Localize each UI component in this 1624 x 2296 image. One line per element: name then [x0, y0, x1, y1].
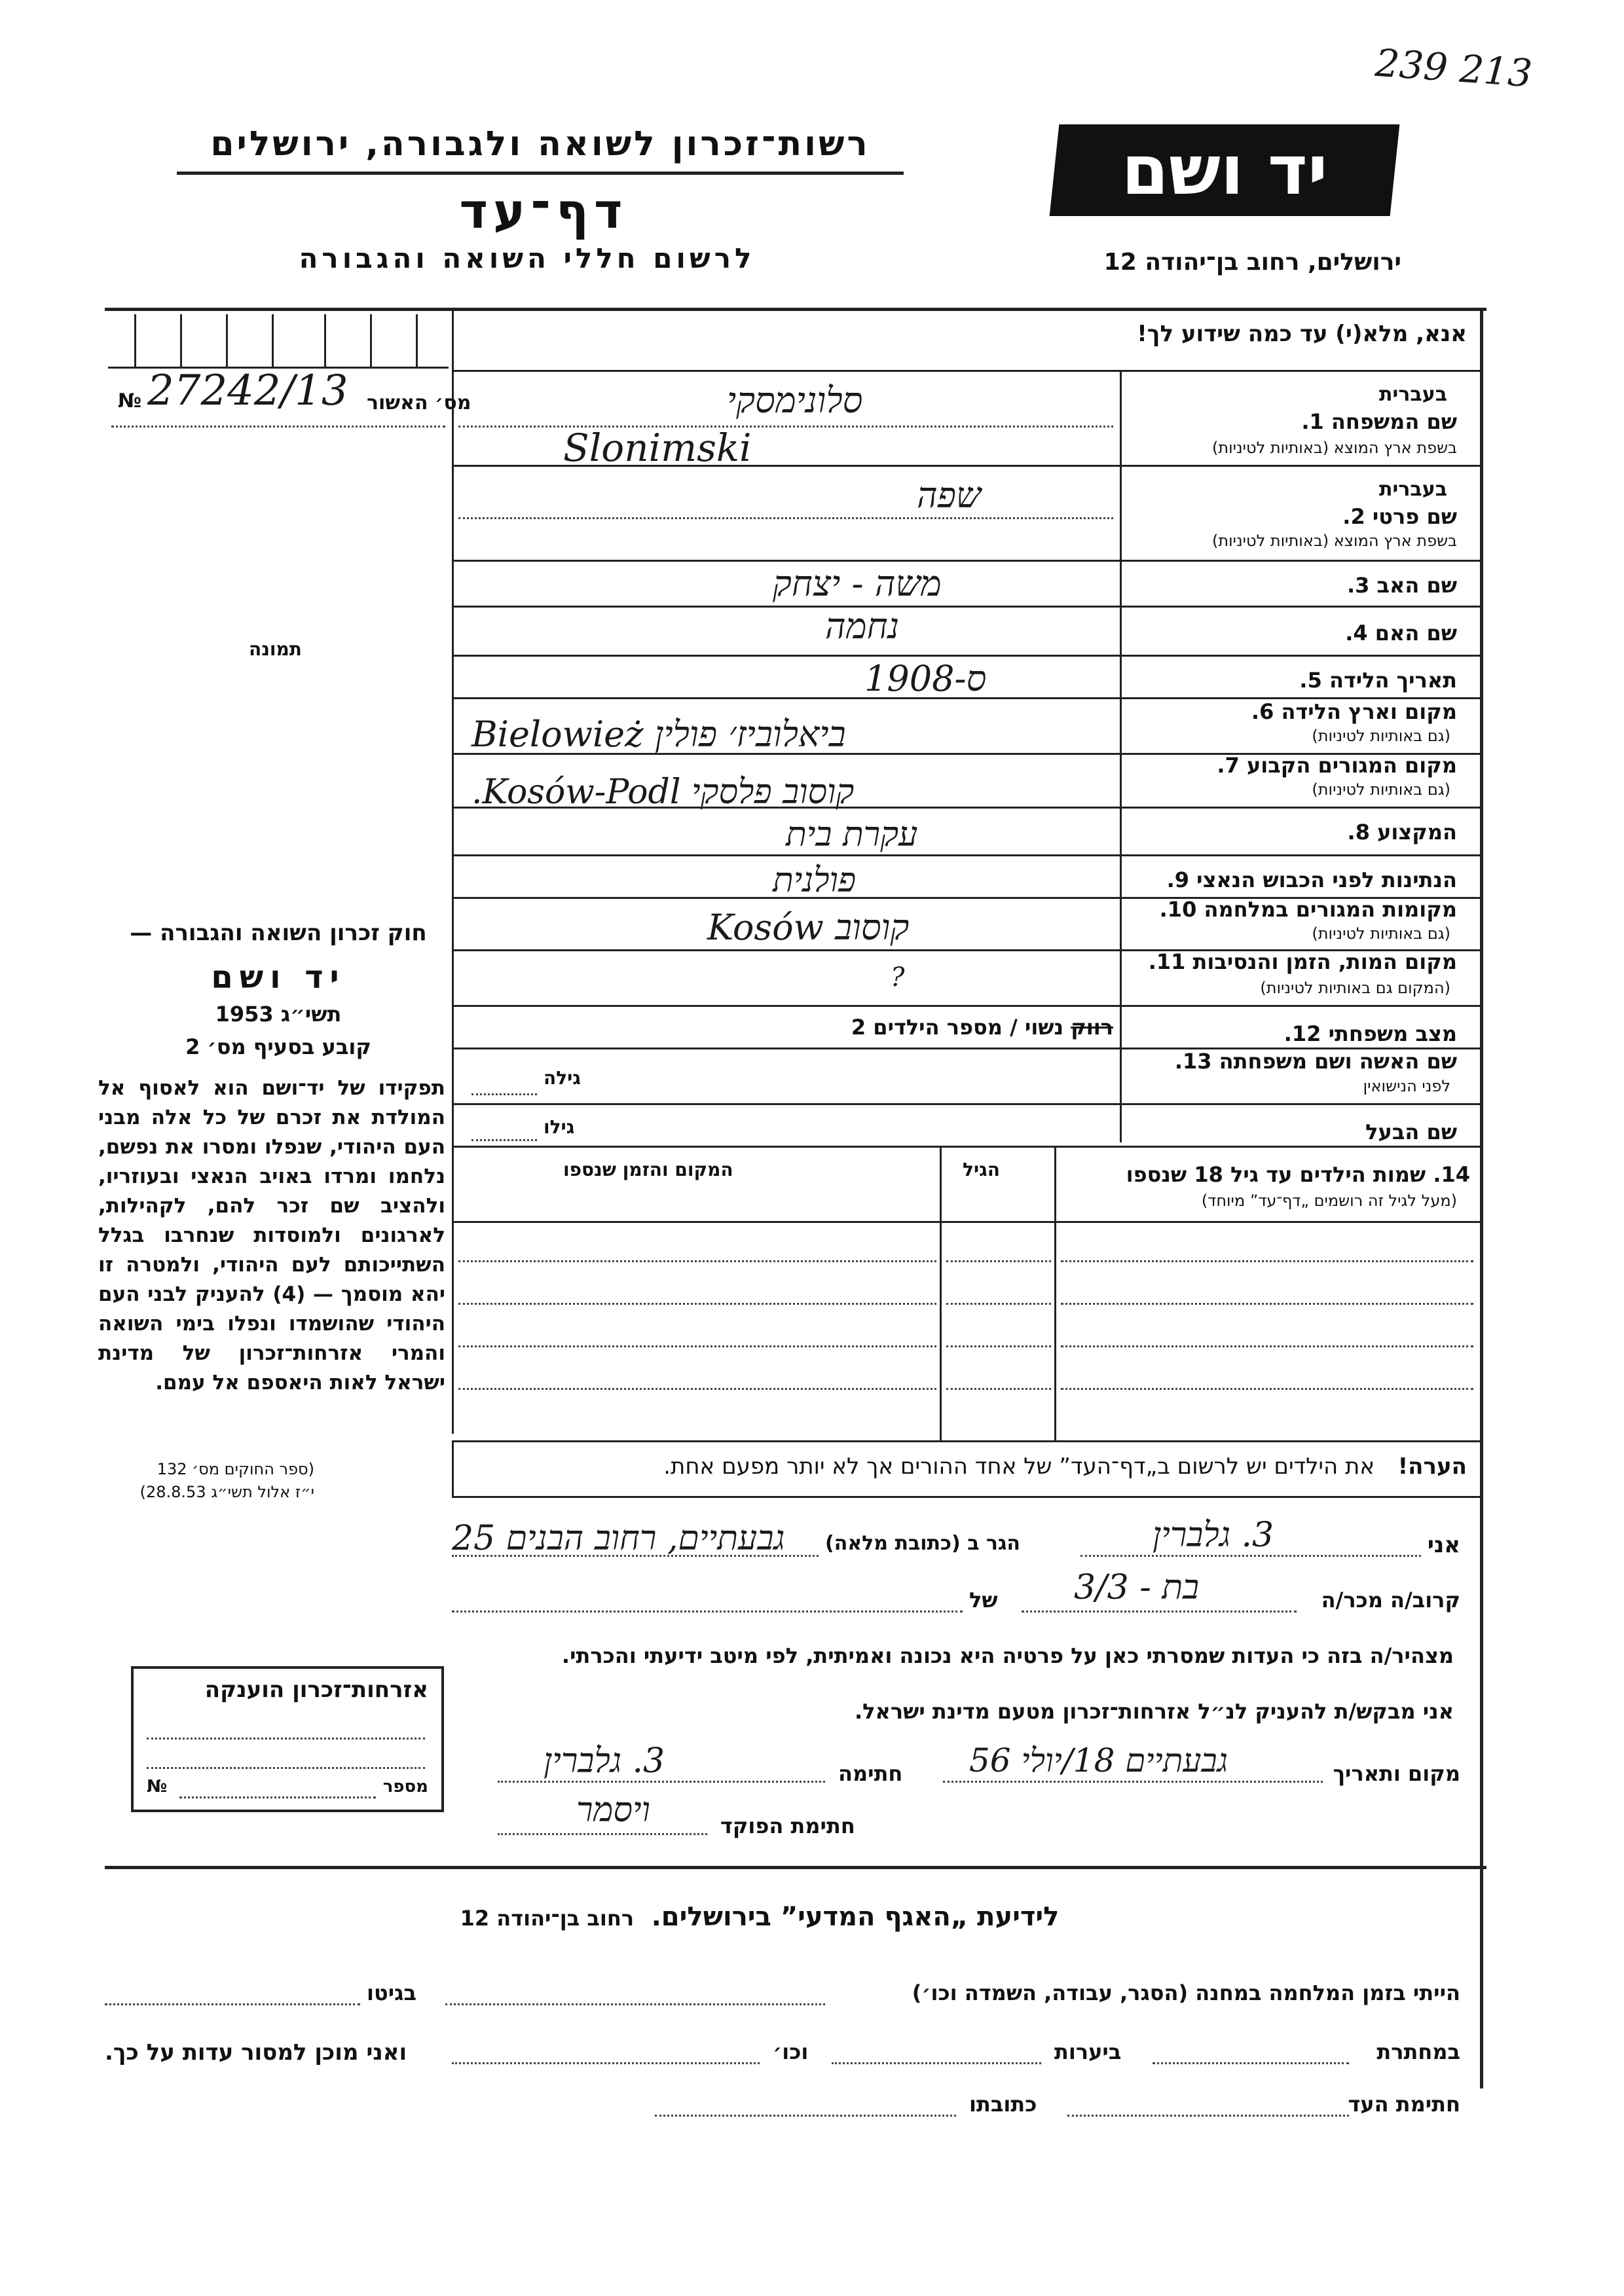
- field-6-value: ביאלוביז׳ פולין Bielowież: [471, 714, 846, 755]
- field-13-sub: לפני הנישואין: [1363, 1077, 1450, 1095]
- decl-i-label: אני: [1427, 1532, 1460, 1558]
- decl-place-date-value: גבעתיים 18/יולי 56: [969, 1741, 1228, 1779]
- field-3-value: משה - יצחק: [773, 563, 942, 604]
- header-title: דף־עד: [459, 183, 628, 240]
- archive-number: 239 213: [1373, 40, 1534, 96]
- approval-value: 27242/13: [147, 367, 348, 415]
- field-12-struck: רווק: [1071, 1015, 1113, 1040]
- field-10-sub: (גם באותיות לטיניות): [1312, 924, 1450, 943]
- bottom-line2b: ביערות: [1054, 2039, 1122, 2064]
- husband-label: שם הבעל: [1365, 1120, 1457, 1144]
- field-1-heb-tag: בעברית: [1379, 383, 1447, 406]
- field-5-label: תאריך הלידה 5.: [1299, 668, 1457, 693]
- logo-text: יד ושם: [1121, 130, 1328, 210]
- certificate-num-label: מספר: [382, 1777, 428, 1796]
- field-7-value: קוסוב פלסקי Kosów-Podl.: [471, 773, 855, 812]
- header-subtitle: לרשום חללי השואה והגבורה: [299, 242, 756, 274]
- field-6-label: מקום וארץ הלידה 6.: [1251, 699, 1457, 724]
- field-3-label: שם האב 3.: [1346, 573, 1457, 598]
- field-12-value: [668, 1015, 1113, 1040]
- field-11-label: מקום המות, הזמן והנסיבות 11.: [1148, 949, 1457, 974]
- field-2-sub: בשפת ארץ המוצא (באותיות לטיניות): [1212, 532, 1457, 550]
- note-label: הערה!: [1397, 1453, 1467, 1480]
- field-8-value: עקרת בית: [786, 815, 918, 854]
- field-5-value: 1908-ס: [864, 658, 987, 699]
- field-1-value-lat: Slonimski: [563, 426, 752, 470]
- field-11-sub: (המקום גם באותיות לטיניות): [1260, 979, 1450, 997]
- field-4-value: נחמה: [825, 606, 900, 647]
- field-10-value: קוסוב Kosów: [707, 907, 910, 948]
- certificate-num-sym: №: [147, 1777, 168, 1796]
- law-title: חוק זכרון השואה והגבורה —: [130, 920, 427, 946]
- field-9-label: הנתינות לפני הכבוש הנאצי 9.: [1166, 867, 1457, 892]
- field-2-value-heb: שפה: [917, 475, 982, 516]
- approval-label: מס׳ האשור: [367, 392, 471, 414]
- intro-text: אנא, מלא(י) עד כמה שידוע לך!: [1137, 321, 1467, 347]
- bottom-title-row: [327, 1902, 1192, 1932]
- field-1-value-heb: סלונימסקי: [727, 380, 863, 421]
- field-7-label: מקום המגורים הקבוע 7.: [1217, 753, 1457, 778]
- field-1-label: שם המשפחה 1.: [1301, 409, 1457, 434]
- field-11-value: ?: [891, 962, 905, 993]
- field-2-label: שם פרטי 2.: [1342, 504, 1457, 529]
- decl-signature-label: חתימה: [838, 1761, 903, 1786]
- law-text: תפקידו של יד־ושם הוא לאסוף אל המולדת את זכרם של כל אלה מבני העם היהודי, שנפלו ומסרו את נפשם, נלחמו ומרדו באויב הנאצי ובעוזריו, ולהציב שם זכר להם, לקהילות, לארגונים ולמוסדות שנחרבו בגלל השתייכותם לעם היהודי, ולמטרה זו יהא מוסמך — (4) להעניק לבני העם היהודי שהושמדו ונפלו בימי השואה והמרי אזרחות־זכרון של מדינת ישראל לאות היאספם אל עמם.: [98, 1076, 445, 1394]
- field-13-age-label: גילה: [544, 1067, 581, 1089]
- bottom-line2d: ואני מוכן למסור עדות על כך.: [105, 2039, 407, 2066]
- approval-boxes: [108, 314, 449, 369]
- decl-signature-value: 3. גלברין: [544, 1741, 665, 1781]
- bottom-title: לידיעת „האגף המדעי” בירושלים.: [651, 1902, 1060, 1932]
- decl-request: אני מבקש/ת להעניק לנ״ל אזרחות־זכרון מטעם מדינת ישראל.: [855, 1699, 1454, 1724]
- decl-i-value: 3. גלברין: [1153, 1516, 1274, 1555]
- field-8-label: המקצוע 8.: [1347, 820, 1457, 845]
- decl-of-label: של: [969, 1588, 998, 1613]
- certificate-title: אזרחות־זכרון הוענקה: [204, 1677, 428, 1703]
- field-9-value: פולנית: [773, 861, 857, 900]
- children-label: 14. שמות הילדים עד גיל 18 שנספו: [1126, 1162, 1470, 1187]
- logo: [1050, 124, 1400, 216]
- husband-age-label: גילו: [544, 1116, 575, 1138]
- field-10-label: מקומות המגורים במלחמה 10.: [1159, 897, 1457, 922]
- bottom-address: רחוב בן־יהודה 12: [460, 1906, 635, 1931]
- bottom-line3a: חתימת העד: [1348, 2092, 1460, 2117]
- field-12-text: נשוי / מספר הילדים 2: [851, 1015, 1064, 1040]
- law-name: יד ושם: [211, 959, 346, 996]
- decl-officer-value: ויסמר: [576, 1791, 650, 1830]
- bottom-line2a: במחתרת: [1376, 2039, 1460, 2064]
- certificate-box: [131, 1666, 444, 1812]
- photo-label: תמונה: [249, 638, 302, 660]
- law-ref: (ספר החוקים מס׳ 132: [157, 1460, 314, 1478]
- approval-no-sym: №: [118, 390, 142, 412]
- field-2-heb-tag: בעברית: [1379, 478, 1447, 501]
- bottom-line3b: כתובתו: [969, 2092, 1037, 2117]
- bottom-line1a: הייתי בזמן המלחמה במחנה (הסגר, עבודה, השמדה וכו׳): [912, 1980, 1460, 2005]
- children-col-place: המקום והזמן שנספו: [563, 1159, 733, 1180]
- law-ref2: י״ז אלול תשי״ג 28.8.53): [139, 1483, 314, 1501]
- note-text: את הילדים יש לרשום ב„דף־העד” של אחד ההורים אך לא יותר מפעם אחת.: [663, 1453, 1375, 1480]
- header-org: רשות־זכרון לשואה ולגבורה, ירושלים: [210, 124, 870, 164]
- children-col-age: הגיל: [963, 1159, 1000, 1180]
- decl-lives-value: גבעתיים, רחוב הבנים 25: [452, 1519, 785, 1558]
- field-12-label: מצב משפחתי 12.: [1283, 1021, 1457, 1046]
- field-13-label: שם האשה ושם משפחתה 13.: [1174, 1049, 1457, 1074]
- decl-lives-label: הגר ב (כתובת מלאה): [825, 1532, 1021, 1555]
- decl-statement: מצהיר/ה בזה כי העדות שמסרתי כאן על פרטיה היא נכונה ואמיתית, לפי מיטב ידיעתי והכרתי.: [561, 1643, 1454, 1668]
- field-6-sub: (גם באותיות לטיניות): [1312, 727, 1450, 745]
- bottom-line2c: וכו׳: [773, 2039, 809, 2064]
- children-sub: (מעל לגיל זה רושמים „דף־עד” מיוחד): [1201, 1192, 1457, 1210]
- law-clause: קובע בסעיף מס׳ 2: [185, 1034, 371, 1059]
- law-year: תשי״ג 1953: [215, 1002, 342, 1027]
- field-4-label: שם האם 4.: [1345, 621, 1457, 646]
- decl-officer-label: חתימת הפוקד: [720, 1813, 855, 1838]
- note: [458, 1453, 1467, 1480]
- decl-relative-value: 3/3 - בת: [1074, 1568, 1200, 1607]
- bottom-line1b: בגיטו: [367, 1980, 416, 2005]
- decl-relative-label: קרוב/ה מכר/ה: [1321, 1588, 1460, 1613]
- field-1-sub: בשפת ארץ המוצא (באותיות לטיניות): [1212, 439, 1457, 457]
- header-address: ירושלים, רחוב בן־יהודה 12: [1103, 249, 1401, 276]
- decl-place-date-label: מקום ותאריך: [1333, 1761, 1460, 1786]
- field-7-sub: (גם באותיות לטיניות): [1312, 780, 1450, 799]
